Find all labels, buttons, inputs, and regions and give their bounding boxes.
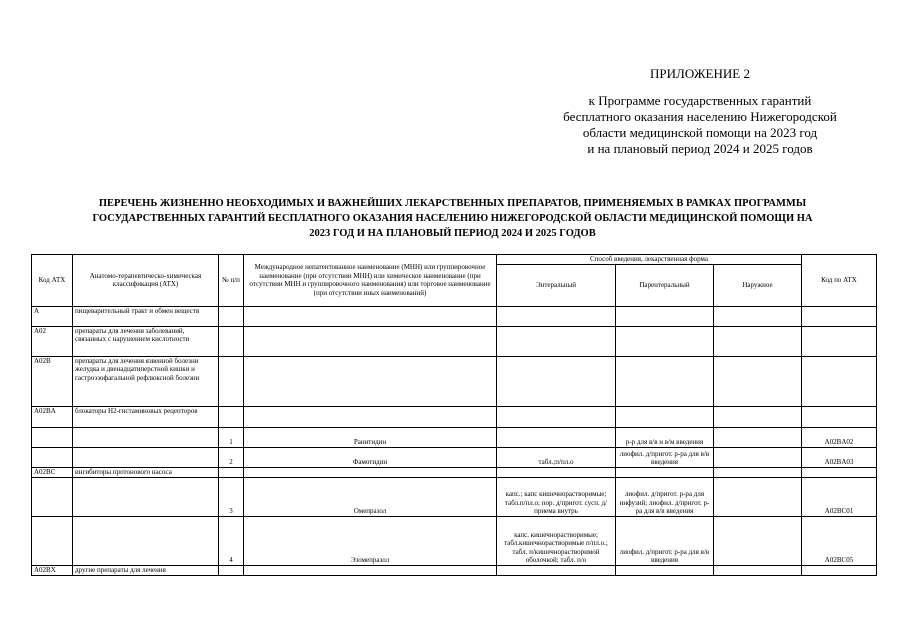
cell-parenteral: р-р для в/в и в/м введения <box>616 427 714 447</box>
cell-number <box>219 406 244 427</box>
table-row <box>32 356 877 406</box>
table-row <box>32 326 877 356</box>
appendix-line: бесплатного оказания населению Нижегородской <box>563 109 837 124</box>
cell-parenteral <box>616 406 714 427</box>
title-line: ГОСУДАРСТВЕННЫХ ГАРАНТИЙ БЕСПЛАТНОГО ОКАЗАНИЯ НАСЕЛЕНИЮ НИЖЕГОРОДСКОЙ ОБЛАСТИ МЕДИЦИНСКОЙ ПОМОЩИ НА <box>92 213 813 224</box>
appendix-line: к Программе государственных гарантий <box>588 93 812 108</box>
cell-parenteral: лиофил. д/пригот. р-ра для в/в введения <box>616 516 714 565</box>
cell-parenteral <box>616 467 714 477</box>
cell-code: A02BX <box>32 565 73 575</box>
cell-number: 4 <box>219 516 244 565</box>
cell-code <box>32 516 73 565</box>
header-route-group: Способ введения, лекарственная форма <box>497 255 802 265</box>
cell-parenteral <box>616 326 714 356</box>
header-atc-code: Код по АТХ <box>802 255 877 307</box>
cell-code: A02 <box>32 326 73 356</box>
table-row <box>32 447 877 467</box>
table-row <box>32 565 877 575</box>
cell-number: 3 <box>219 477 244 516</box>
table-row <box>32 516 877 565</box>
cell-name <box>244 306 497 326</box>
cell-code <box>32 427 73 447</box>
cell-enteral <box>497 326 616 356</box>
cell-classification <box>73 427 219 447</box>
cell-external <box>714 406 802 427</box>
cell-enteral: табл.;п/пл.о <box>497 447 616 467</box>
cell-number: 2 <box>219 447 244 467</box>
cell-external <box>714 447 802 467</box>
cell-enteral <box>497 306 616 326</box>
cell-code <box>32 447 73 467</box>
document-title <box>10 196 895 241</box>
title-line: 2023 ГОД И НА ПЛАНОВЫЙ ПЕРИОД 2024 И 2025 ГОДОВ <box>309 228 596 239</box>
cell-code: A02B <box>32 356 73 406</box>
cell-external <box>714 516 802 565</box>
cell-classification: препараты для лечения язвенной болезни желудка и двенадцатиперстной кишки и гастроэзофагальной рефлюксной болезни <box>73 356 219 406</box>
cell-parenteral <box>616 356 714 406</box>
cell-name <box>244 326 497 356</box>
cell-external <box>714 427 802 447</box>
cell-classification: блокаторы Н2-гистаминовых рецепторов <box>73 406 219 427</box>
cell-number <box>219 306 244 326</box>
cell-parenteral: лиофил. д/пригот. р-ра для инфузий; лиофил. д/пригот. р-ра для в/в введения <box>616 477 714 516</box>
table-row <box>32 427 877 447</box>
header-code: Код АТХ <box>32 255 73 307</box>
cell-name <box>244 406 497 427</box>
cell-enteral <box>497 427 616 447</box>
cell-classification <box>73 477 219 516</box>
cell-classification: ингибиторы протонового насоса <box>73 467 219 477</box>
cell-enteral <box>497 406 616 427</box>
appendix-line: области медицинской помощи на 2023 год <box>582 125 818 140</box>
cell-external <box>714 565 802 575</box>
cell-enteral: капс. кишечнорастворимые; табл.кишечнорастворимые п/пл.о.; табл. п/кишечнорастворимой оболочкой; табл. п/о <box>497 516 616 565</box>
header-name: Международное непатентованное наименование (МНН) или группировочное наименование (при отсутствии МНН) или химическое наименование (при отсутствии МНН и группировочного наименования) или торговое наименование (при отсутствии иных наименований) <box>244 255 497 307</box>
cell-parenteral <box>616 306 714 326</box>
table-row <box>32 467 877 477</box>
cell-enteral <box>497 467 616 477</box>
cell-name: Ранитидин <box>244 427 497 447</box>
cell-external <box>714 356 802 406</box>
cell-name <box>244 565 497 575</box>
header-number: № п/п <box>219 255 244 307</box>
cell-number <box>219 565 244 575</box>
cell-atc: A02BA02 <box>802 427 877 447</box>
cell-atc <box>802 467 877 477</box>
cell-atc: A02BC05 <box>802 516 877 565</box>
cell-classification <box>73 516 219 565</box>
appendix-block <box>520 66 880 157</box>
cell-classification: препараты для лечения заболеваний, связанных с нарушением кислотности <box>73 326 219 356</box>
cell-number <box>219 356 244 406</box>
cell-code: A02BC <box>32 467 73 477</box>
table-row <box>32 477 877 516</box>
cell-name <box>244 356 497 406</box>
appendix-line: и на плановый период 2024 и 2025 годов <box>587 141 813 156</box>
header-enteral: Энтеральный <box>497 264 616 306</box>
cell-number <box>219 326 244 356</box>
table-row <box>32 306 877 326</box>
cell-atc <box>802 406 877 427</box>
cell-name: Эзомепразол <box>244 516 497 565</box>
cell-classification <box>73 447 219 467</box>
cell-name: Фамотидин <box>244 447 497 467</box>
cell-parenteral: лиофил. д/пригот. р-ра для в/в введения <box>616 447 714 467</box>
appendix-label: ПРИЛОЖЕНИЕ 2 <box>650 66 750 81</box>
cell-classification: пищеварительный тракт и обмен веществ <box>73 306 219 326</box>
cell-code <box>32 477 73 516</box>
cell-name: Омепразол <box>244 477 497 516</box>
cell-number <box>219 467 244 477</box>
cell-name <box>244 467 497 477</box>
title-line: ПЕРЕЧЕНЬ ЖИЗНЕННО НЕОБХОДИМЫХ И ВАЖНЕЙШИХ ЛЕКАРСТВЕННЫХ ПРЕПАРАТОВ, ПРИМЕНЯЕМЫХ В РАМКАХ ПРОГРАММЫ <box>98 198 807 209</box>
cell-number: 1 <box>219 427 244 447</box>
cell-classification: другие препараты для лечения <box>73 565 219 575</box>
cell-atc <box>802 356 877 406</box>
cell-enteral: капс.; капс кишечнорастворимые; табл.п/пл.о; пор. д/пригот. сусп. д/приема внутрь <box>497 477 616 516</box>
cell-parenteral <box>616 565 714 575</box>
cell-atc: A02BC01 <box>802 477 877 516</box>
cell-enteral <box>497 565 616 575</box>
cell-code: A <box>32 306 73 326</box>
cell-atc <box>802 565 877 575</box>
cell-code: A02BA <box>32 406 73 427</box>
cell-atc <box>802 326 877 356</box>
cell-atc <box>802 306 877 326</box>
cell-enteral <box>497 356 616 406</box>
drug-list-table <box>31 254 877 576</box>
header-parenteral: Парентеральный <box>616 264 714 306</box>
cell-external <box>714 477 802 516</box>
header-external: Наружное <box>714 264 802 306</box>
table-row <box>32 406 877 427</box>
cell-external <box>714 467 802 477</box>
cell-atc: A02BA03 <box>802 447 877 467</box>
cell-external <box>714 326 802 356</box>
header-classification: Анатомо-терапевтическо-химическая классификация (АТХ) <box>73 255 219 307</box>
cell-external <box>714 306 802 326</box>
